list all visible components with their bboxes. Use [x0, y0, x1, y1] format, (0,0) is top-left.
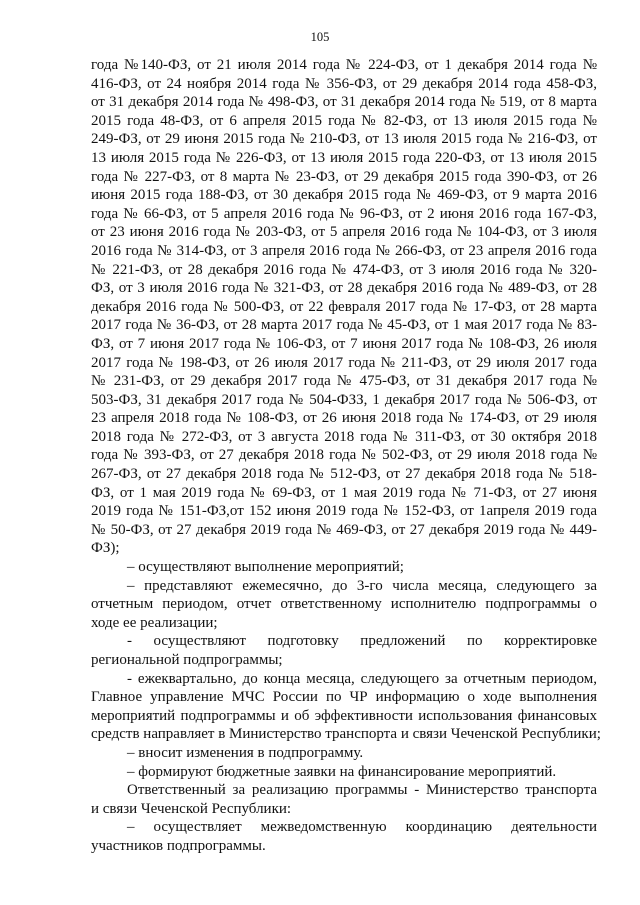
text-line: – представляют ежемесячно, до 3-го числа месяца, следующего за	[127, 577, 597, 594]
text-line: Главное управление МЧС России по ЧР информацию о ходе выполнения	[91, 689, 597, 706]
text-line: от 31 декабря 2014 года № 498-ФЗ, от 31 декабря 2014 года № 519, от 8 марта	[91, 94, 597, 111]
text-line: года № 66-ФЗ, от 5 апреля 2016 года № 96-ФЗ, от 2 июня 2016 года 167-ФЗ,	[91, 205, 597, 222]
text-line: - осуществляют подготовку предложений по корректировке	[127, 633, 597, 650]
text-line: декабря 2016 года № 500-ФЗ, от 22 февраля 2017 года № 17-ФЗ, от 28 марта	[91, 298, 597, 315]
page-number: 105	[310, 30, 330, 44]
text-line: года №140-ФЗ, от 21 июля 2014 года № 224-ФЗ, от 1 декабря 2014 года №	[91, 57, 597, 73]
text-line: ФЗ, от 7 июня 2017 года № 106-ФЗ, от 7 июня 2017 года № 108-ФЗ, 26 июля	[91, 335, 597, 352]
text-line: мероприятий подпрограммы и об эффективности использования финансовых	[91, 707, 597, 724]
text-line: 249-ФЗ, от 29 июня 2015 года № 210-ФЗ, от 13 июля 2015 года № 216-ФЗ, от	[91, 131, 597, 148]
text-line: Ответственный за реализацию программы - Министерство транспорта	[127, 782, 597, 799]
text-line: года № 227-ФЗ, от 8 марта № 23-ФЗ, от 29 декабря 2015 года 390-ФЗ, от 26	[91, 168, 597, 185]
text-line: № 231-ФЗ, от 29 декабря 2017 года № 475-ФЗ, от 31 декабря 2017 года №	[91, 373, 597, 390]
text-line: 2019 года № 151-ФЗ,от 152 июня 2019 года № 152-ФЗ, от 1апреля 2019 года	[91, 503, 597, 520]
text-line: № 221-ФЗ, от 28 декабря 2016 года № 474-ФЗ, от 3 июля 2016 года № 320-	[91, 261, 597, 278]
text-line: и связи Чеченской Республики:	[91, 800, 292, 817]
text-line: 2016 года № 314-ФЗ, от 3 апреля 2016 года № 266-ФЗ, от 23 апреля 2016 года	[91, 242, 597, 259]
text-line: 2017 года № 36-ФЗ, от 28 марта 2017 года № 45-ФЗ, от 1 мая 2017 года № 83-	[91, 317, 597, 334]
text-line: 23 апреля 2018 года № 108-ФЗ, от 26 июня 2018 года № 174-ФЗ, от 29 июля	[91, 410, 597, 427]
text-line: 2018 года № 272-ФЗ, от 3 августа 2018 года № 311-ФЗ, от 30 октября 2018	[91, 428, 597, 445]
text-line: отчетным периодом, отчет ответственному исполнителю подпрограммы о	[91, 596, 597, 613]
text-line: 503-ФЗ, 31 декабря 2017 года № 504-ФЗЗ, 1 декабря 2017 года № 506-ФЗ, от	[91, 391, 597, 408]
text-line: региональной подпрограммы;	[91, 652, 283, 668]
text-line: 416-ФЗ, от 24 ноября 2014 года № 356-ФЗ, от 29 декабря 2014 года 458-ФЗ,	[91, 75, 597, 92]
text-line: ФЗ, от 1 мая 2019 года № 69-ФЗ, от 1 мая 2019 года № 71-ФЗ, от 27 июня	[91, 484, 597, 501]
text-line: июня 2015 года 188-ФЗ, от 30 декабря 2015 года № 469-ФЗ, от 9 марта 2016	[91, 187, 597, 204]
text-line: 13 июля 2015 года № 226-ФЗ, от 13 июля 2015 года 220-ФЗ, от 13 июля 2015	[91, 149, 597, 166]
text-line: – вносит изменения в подпрограмму.	[127, 744, 364, 761]
text-line: ходе ее реализации;	[91, 614, 218, 631]
text-line: 2015 года 48-ФЗ, от 6 апреля 2015 года № 82-ФЗ, от 13 июля 2015 года №	[91, 112, 597, 129]
text-line: участников подпрограммы.	[91, 837, 266, 854]
text-line: 2017 года № 198-ФЗ, от 26 июля 2017 года № 211-ФЗ, от 29 июля 2017 года	[91, 354, 597, 371]
text-line: – осуществляют выполнение мероприятий;	[127, 559, 404, 576]
text-line: – формируют бюджетные заявки на финансирование мероприятий.	[127, 763, 557, 780]
text-line: № 50-ФЗ, от 27 декабря 2019 года № 469-ФЗ, от 27 декабря 2019 года № 449-	[91, 521, 597, 538]
body-text	[91, 56, 601, 856]
text-line: от 23 июня 2016 года № 203-ФЗ, от 5 апреля 2016 года № 104-ФЗ, от 3 июля	[91, 224, 597, 241]
text-line: – осуществляет межведомственную координацию деятельности	[127, 819, 597, 836]
text-line: ФЗ, от 3 июля 2016 года № 321-ФЗ, от 28 декабря 2016 года № 489-ФЗ, от 28	[91, 280, 597, 297]
text-line: года № 393-ФЗ, от 27 декабря 2018 года № 502-ФЗ, от 29 июля 2018 года №	[91, 447, 597, 464]
text-line: ФЗ);	[91, 540, 120, 557]
text-line: 267-ФЗ, от 27 декабря 2018 года № 512-ФЗ, от 27 декабря 2018 года № 518-	[91, 466, 597, 483]
text-line: средств направляет в Министерство транспорта и связи Чеченской Республики;	[91, 726, 601, 743]
text-line: - ежеквартально, до конца месяца, следующего за отчетным периодом,	[127, 670, 597, 687]
